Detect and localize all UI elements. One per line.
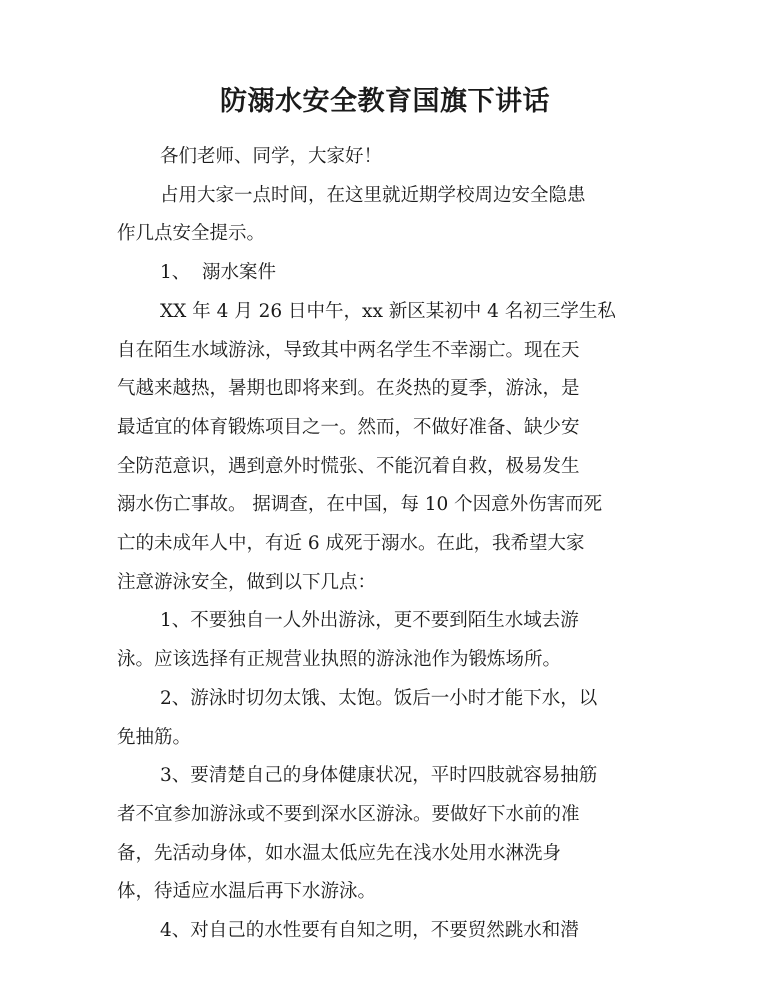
text-line: 全防范意识，遇到意外时慌张、不能沉着自救，极易发生 xyxy=(117,455,580,477)
text-line: 占用大家一点时间，在这里就近期学校周边安全隐患 xyxy=(160,184,586,206)
text-line: 者不宜参加游泳或不要到深水区游泳。要做好下水前的准 xyxy=(117,803,580,825)
text-line: 3、要清楚自己的身体健康状况，平时四肢就容易抽筋 xyxy=(160,765,598,787)
text-line: 体，待适应水温后再下水游泳。 xyxy=(117,881,377,903)
text-line: 备，先活动身体，如水温太低应先在浅水处用水淋洗身 xyxy=(117,842,562,864)
text-line: 泳。应该选择有正规营业执照的游泳池作为锻炼场所。 xyxy=(117,649,562,671)
text-line: XX 年 4 月 26 日中午，xx 新区某初中 4 名初三学生私 xyxy=(160,300,616,322)
text-line: 注意游泳安全，做到以下几点： xyxy=(117,571,377,593)
text-line: 溺水伤亡事故。 据调查，在中国，每 10 个因意外伤害而死 xyxy=(117,494,603,516)
text-line: 气越来越热，暑期也即将来到。在炎热的夏季，游泳，是 xyxy=(117,378,580,400)
text-line: 作几点安全提示。 xyxy=(117,223,266,245)
text-line: 1、 溺水案件 xyxy=(160,262,277,284)
text-line: 免抽筋。 xyxy=(117,726,192,748)
text-line: 2、游泳时切勿太饿、太饱。饭后一小时才能下水，以 xyxy=(160,687,598,709)
text-line: 亡的未成年人中，有近 6 成死于溺水。在此，我希望大家 xyxy=(117,533,585,555)
text-line: 最适宜的体育锻炼项目之一。然而，不做好准备、缺少安 xyxy=(117,416,580,438)
document-title: 防溺水安全教育国旗下讲话 xyxy=(220,86,550,117)
text-line: 自在陌生水域游泳，导致其中两名学生不幸溺亡。现在天 xyxy=(117,339,580,361)
text-line: 1、不要独自一人外出游泳，更不要到陌生水域去游 xyxy=(160,610,579,632)
text-line: 4、对自己的水性要有自知之明，不要贸然跳水和潜 xyxy=(160,920,579,942)
document-body xyxy=(117,138,667,951)
text-line: 各们老师、同学，大家好！ xyxy=(160,146,383,167)
